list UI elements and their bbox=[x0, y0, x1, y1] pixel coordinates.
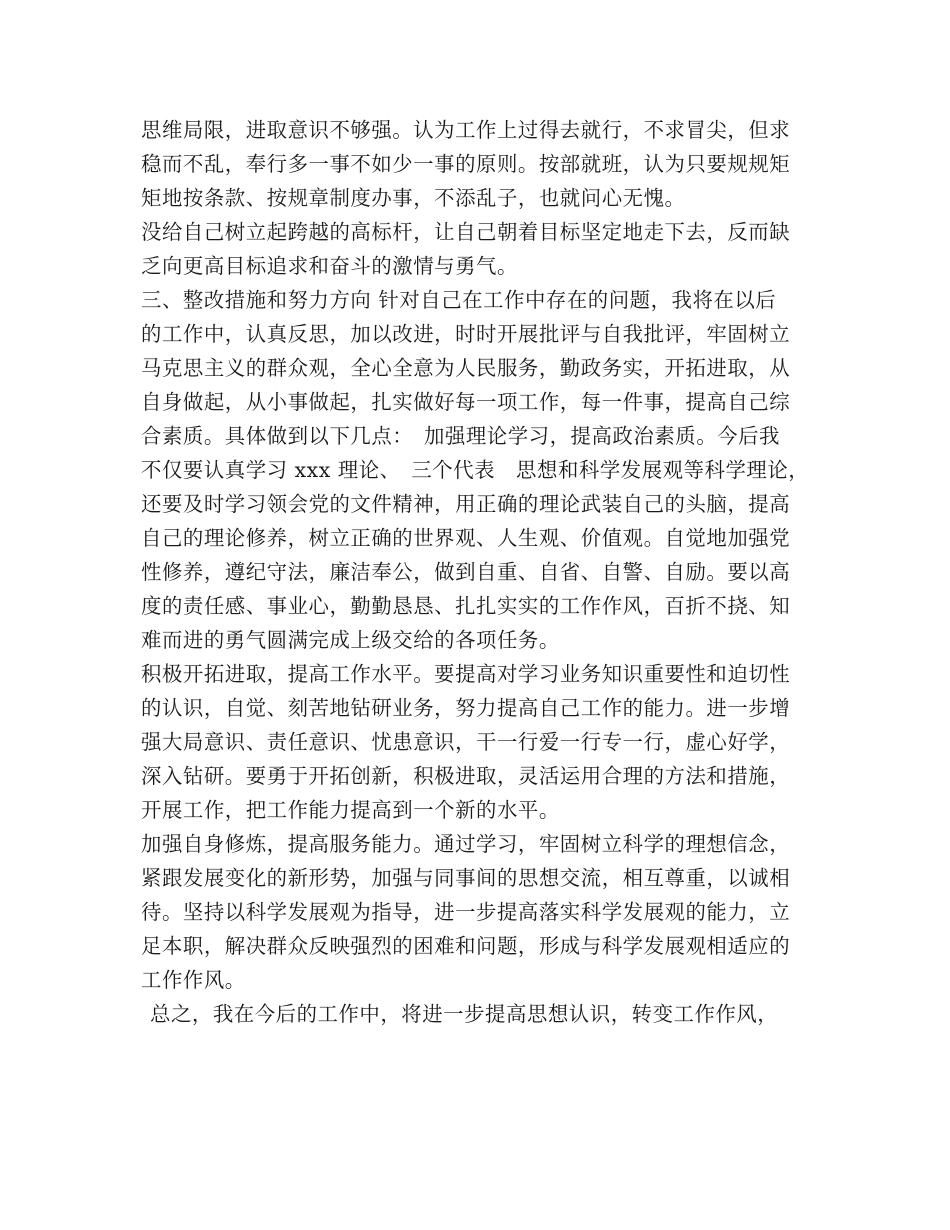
text-line: 待。坚持以科学发展观为指导，进一步提高落实科学发展观的能力，立 bbox=[141, 900, 791, 924]
text-line: 没给自己树立起跨越的高标杆，让自己朝着目标坚定地走下去，反而缺 bbox=[141, 220, 791, 244]
text-line: 加强自身修炼，提高服务能力。通过学习，牢固树立科学的理想信念， bbox=[141, 832, 791, 856]
text-line: 矩地按条款、按规章制度办事，不添乱子，也就问心无愧。 bbox=[141, 186, 686, 210]
text-line: 工作作风。 bbox=[141, 968, 246, 992]
text-line: 马克思主义的群众观，全心全意为人民服务，勤政务实，开拓进取，从 bbox=[141, 356, 791, 380]
document-body bbox=[141, 113, 821, 1031]
text-line: 合素质。具体做到以下几点： 加强理论学习，提高政治素质。今后我 bbox=[141, 424, 780, 448]
text-line: 思维局限，进取意识不够强。认为工作上过得去就行，不求冒尖，但求 bbox=[141, 118, 791, 142]
section-heading-line: 三、整改措施和努力方向 针对自己在工作中存在的问题，我将在以后 bbox=[141, 288, 777, 312]
text-line: 还要及时学习领会党的文件精神，用正确的理论武装自己的头脑，提高 bbox=[141, 492, 791, 516]
text-line: 自己的理论修养，树立正确的世界观、人生观、价值观。自觉地加强党 bbox=[141, 526, 791, 550]
text-line: 乏向更高目标追求和奋斗的激情与勇气。 bbox=[141, 254, 518, 278]
text-line: 强大局意识、责任意识、忧患意识，干一行爱一行专一行，虚心好学， bbox=[141, 730, 791, 754]
text-line: 足本职，解决群众反映强烈的困难和问题，形成与科学发展观相适应的 bbox=[141, 934, 791, 958]
text-line: 性修养，遵纪守法，廉洁奉公，做到自重、自省、自警、自励。要以高 bbox=[141, 560, 791, 584]
text-line: 积极开拓进取，提高工作水平。要提高对学习业务知识重要性和迫切性 bbox=[141, 662, 791, 686]
text-line: 自身做起，从小事做起，扎实做好每一项工作，每一件事，提高自己综 bbox=[141, 390, 791, 414]
text-line: 总之，我在今后的工作中，将进一步提高思想认识，转变工作作风， bbox=[150, 1002, 779, 1026]
text-line: 开展工作，把工作能力提高到一个新的水平。 bbox=[141, 798, 560, 822]
text-line: 稳而不乱，奉行多一事不如少一事的原则。按部就班，认为只要规规矩 bbox=[141, 152, 791, 176]
text-line: 深入钻研。要勇于开拓创新，积极进取，灵活运用合理的方法和措施， bbox=[141, 764, 791, 788]
text-line: 度的责任感、事业心，勤勤恳恳、扎扎实实的工作作风，百折不挠、知 bbox=[141, 594, 791, 618]
text-line: 的认识，自觉、刻苦地钻研业务，努力提高自己工作的能力。进一步增 bbox=[141, 696, 791, 720]
text-line: 难而进的勇气圆满完成上级交给的各项任务。 bbox=[141, 628, 560, 652]
text-line: 不仅要认真学习 xxx 理论、 三个代表 思想和科学发展观等科学理论， bbox=[141, 458, 810, 482]
text-line: 紧跟发展变化的新形势，加强与同事间的思想交流，相互尊重，以诚相 bbox=[141, 866, 791, 890]
text-line: 的工作中，认真反思，加以改进，时时开展批评与自我批评，牢固树立 bbox=[141, 322, 791, 346]
